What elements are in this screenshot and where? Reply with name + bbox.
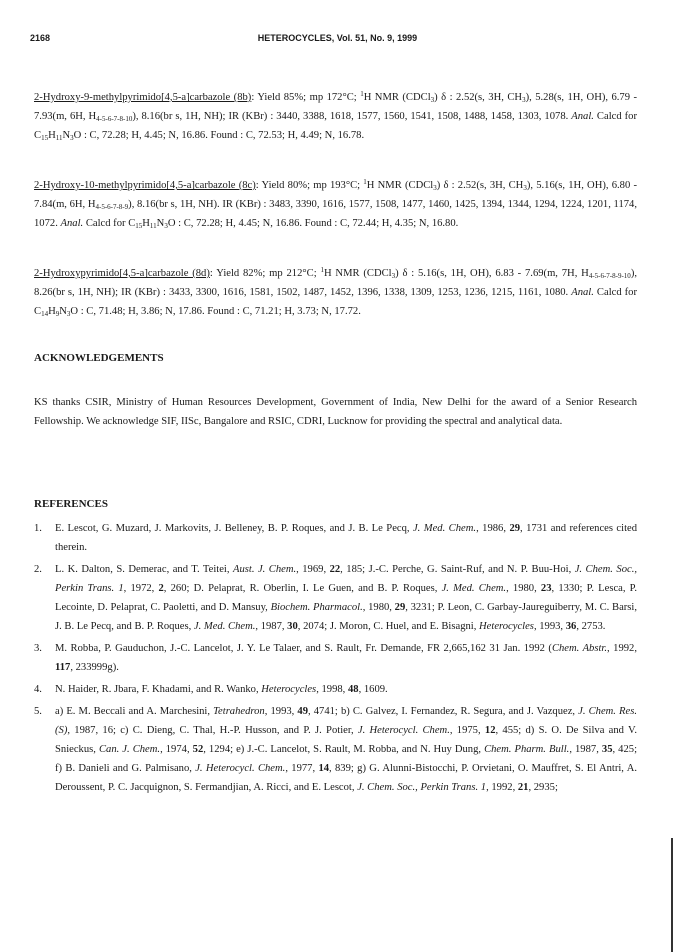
compound-8b-data: 2-Hydroxy-9-methylpyrimido[4,5-a]carbazole (8b): Yield 85%; mp 172°C; $^1$H NMR (CDCl$_3$) δ : 2.52(s, 3H, $CH_3$), 5.28(s, 1H, OH), 6.79 - 7.93(m, 6H, $H_{4-5-6-7-8-10}$), 8.16(br s, 1H, NH); IR (KBr) : 3440, 3388, 1618, 1577, 1560, 1541, 1508, 1488, 1458, 1303, 1078. Anal. Calcd for $C_{15}H_{11}N_3O$ : C, 72.28; H, 4.45; N, 16.86. Found : C, 72.53; H, 4.49; N, 16.78. <box>34 90 638 142</box>
ir-data: IR (KBr) : 3433, 3300, 1616, 1581, 1502, 1487, 1452, 1396, 1338, 1309, 1253, 1236, 1215, 1161, 1080. <box>121 287 569 298</box>
reference-text: 48 <box>347 684 359 695</box>
references-heading: REFERENCES <box>34 498 108 510</box>
reference-item <box>34 680 637 699</box>
reference-text: Heterocycles <box>479 621 534 632</box>
reference-text: 30 <box>287 621 298 632</box>
reference-text: 23 <box>540 583 552 594</box>
reference-text: 21 <box>517 782 529 793</box>
reference-text: , 1977, <box>285 763 319 774</box>
reference-text: J. Med. Chem. <box>441 583 507 594</box>
anal-label: Anal. <box>60 218 84 229</box>
reference-text: Aust. J. Chem. <box>232 564 297 575</box>
anal-values: : C, 72.28; H, 4.45; N, 16.86. Found : C, 72.44; H, 4.35; N, 16.80. <box>178 218 459 229</box>
compound-8c-data: 2-Hydroxy-10-methylpyrimido[4,5-a]carbazole (8c): Yield 80%; mp 193°C; $^1$H NMR (CDCl$_3$) δ : 2.52(s, 3H, $CH_3$), 5.16(s, 1H, OH), 6.80 - 7.84(m, 6H, $H_{4-5-6-7-8-9}$), 8.16(br s, 1H, NH). IR (KBr) : 3483, 3390, 1616, 1577, 1508, 1477, 1460, 1425, 1394, 1344, 1294, 1224, 1201, 1174, 1072. Anal. Calcd for $C_{15}H_{11}N_3O$ : C, 72.28; H, 4.45; N, 16.86. Found : C, 72.44; H, 4.35; N, 16.80. <box>34 178 637 230</box>
reference-number: 1. <box>34 523 42 534</box>
reference-text: J. Chem. Soc., Perkin Trans. 1 <box>357 782 487 793</box>
reference-text: , 1609. <box>358 684 388 695</box>
reference-text: 35 <box>601 744 613 755</box>
reference-text: , 1987, 16; c) C. Dieng, C. Thal, H.-P. Husson, and P. J. Potier, <box>67 725 358 736</box>
reference-item <box>34 560 637 636</box>
acknowledgements-heading: ACKNOWLEDGEMENTS <box>34 352 164 364</box>
reference-text: , 185; J.-C. Perche, G. Saint-Ruf, and N. P. Buu-Hoi, <box>340 564 575 575</box>
reference-text: , 1993, <box>264 706 298 717</box>
reference-text: , 1992, <box>607 643 637 654</box>
anal-values: : C, 72.28; H, 4.45; N, 16.86. Found : C, 72.53; H, 4.49; N, 16.78. <box>83 130 365 141</box>
reference-text: , 1987, <box>569 744 602 755</box>
reference-text: E. Lescot, G. Muzard, J. Markovits, J. Belleney, B. P. Roques, and J. B. Le Pecq, <box>55 523 413 534</box>
reference-text: Tetrahedron <box>213 706 265 717</box>
reference-text: 14 <box>318 763 330 774</box>
reference-item <box>34 519 637 557</box>
reference-text: , 4741; b) C. Galvez, I. Fernandez, R. Segura, and J. Vazquez, <box>308 706 579 717</box>
compound-name: 2-Hydroxy-10-methylpyrimido[4,5-a]carbazole (8c) <box>34 180 256 191</box>
reference-text: Can. J. Chem. <box>98 744 161 755</box>
reference-text: , 1993, <box>533 621 566 632</box>
reference-text: 12 <box>484 725 496 736</box>
reference-text: Heterocycles <box>261 684 317 695</box>
scan-edge-bar <box>671 838 673 952</box>
reference-text: J. Chem. Res.(S) <box>55 706 637 736</box>
reference-text: 49 <box>297 706 308 717</box>
reference-text: , 455; d) S. O. De Silva and V. Snieckus, <box>55 725 637 755</box>
nmr-superscript: 1 <box>360 90 364 98</box>
reference-text: , 1987, <box>255 621 288 632</box>
compound-yield: Yield 80%; mp 193°C; <box>261 180 361 191</box>
reference-text: , 1975, <box>449 725 485 736</box>
reference-text: J. Med. Chem. <box>193 621 256 632</box>
reference-text: , 3231; P. Leon, C. Garbay-Jaureguiberry, M. C. Barsi, J. B. Le Pecq, and B. P. Roques, <box>55 602 638 632</box>
reference-text: , 1330; P. Lesca, P. Lecointe, D. Pelaprat, C. Paoletti, and D. Mansuy, <box>55 583 638 613</box>
reference-text: 29 <box>394 602 406 613</box>
reference-text: , 1980, <box>506 583 541 594</box>
reference-text: , 260; D. Pelaprat, R. Oberlin, I. Le Guen, and B. P. Roques, <box>163 583 442 594</box>
reference-text: a) E. M. Beccali and A. Marchesini, <box>55 706 214 717</box>
anal-label: Anal. <box>571 287 594 298</box>
reference-text: , 2074; J. Moron, C. Huel, and E. Bisagni, <box>297 621 480 632</box>
nmr-superscript: 1 <box>363 178 367 186</box>
reference-text: , 1294; e) J.-C. Lancelot, S. Rault, M. Robba, and N. Huy Dung, <box>203 744 485 755</box>
compound-name: 2-Hydroxypyrimido[4,5-a]carbazole (8d) <box>34 268 210 279</box>
reference-number: 5. <box>34 706 42 717</box>
reference-text: , 2935; <box>528 782 558 793</box>
reference-text: , 1731 and references cited therein. <box>55 523 638 553</box>
reference-text: Biochem. Pharmacol. <box>270 602 363 613</box>
compound-yield: Yield 82%; mp 212°C; <box>216 268 317 279</box>
anal-values: : C, 71.48; H, 3.86; N, 17.86. Found : C, 71.21; H, 3.73; N, 17.72. <box>80 306 361 317</box>
running-header: HETEROCYCLES, Vol. 51, No. 9, 1999 <box>257 33 418 43</box>
page-number: 2168 <box>30 33 51 43</box>
acknowledgements-text: KS thanks CSIR, Ministry of Human Resources Development, Government of India, New Delhi for the award of a Senior Research Fellowship. We acknowledge SIF, IISc, Bangalore and RSIC, CDRI, Lucknow for providing the spectral and analytical data. <box>34 397 637 427</box>
reference-text: , 1969, <box>296 564 330 575</box>
reference-text: J. Heterocycl. Chem. <box>357 725 450 736</box>
reference-text: , 1980, <box>362 602 395 613</box>
reference-text: , 1998, <box>316 684 348 695</box>
reference-text: N. Haider, R. Jbara, F. Khadami, and R. Wanko, <box>55 684 262 695</box>
reference-text: , 425; f) B. Danieli and G. Palmisano, <box>55 744 638 774</box>
compound-8d-data: 2-Hydroxypyrimido[4,5-a]carbazole (8d): Yield 82%; mp 212°C; $^1$H NMR (CDCl$_3$) δ : 5.16(s, 1H, OH), 6.83 - 7.69(m, 7H, $H_{4-5-6-7-8-9-10}$), 8.26(br s, 1H, NH); IR (KBr) : 3433, 3300, 1616, 1581, 1502, 1487, 1452, 1396, 1338, 1309, 1253, 1236, 1215, 1161, 1080. Anal. Calcd for $C_{14}H_9N_3O$ : C, 71.48; H, 3.86; N, 17.86. Found : C, 71.21; H, 3.73; N, 17.72. <box>34 266 637 318</box>
compound-yield: Yield 85%; mp 172°C; <box>257 92 357 103</box>
reference-text: L. K. Dalton, S. Demerac, and T. Teitei, <box>55 564 233 575</box>
reference-item <box>34 639 637 677</box>
reference-text: 2 <box>158 583 164 594</box>
reference-text: Chem. Abstr. <box>551 643 608 654</box>
reference-text: 52 <box>192 744 204 755</box>
reference-number: 3. <box>34 643 42 654</box>
reference-text: , 839; g) G. Alunni-Bistocchi, P. Orvietani, O. Mauffret, S. El Antri, A. Deroussent, P. C. Jacquignon, S. Fermandjian, A. Ricci, and E. Lescot, <box>55 763 637 793</box>
reference-text: , 233999g). <box>70 662 119 673</box>
reference-text: 36 <box>565 621 577 632</box>
reference-text: , 1974, <box>160 744 193 755</box>
compound-name: 2-Hydroxy-9-methylpyrimido[4,5-a]carbazole (8b) <box>34 92 252 103</box>
reference-text: J. Heterocycl. Chem. <box>195 763 286 774</box>
reference-number: 4. <box>34 684 42 695</box>
reference-text: , 1972, <box>123 583 159 594</box>
reference-text: J. Med. Chem. <box>412 523 477 534</box>
reference-text: M. Robba, P. Gauduchon, J.-C. Lancelot, J. Y. Le Talaer, and S. Rault, Fr. Demande, FR 2,665,162 31 Jan. 1992 ( <box>55 643 552 654</box>
ir-data: IR (KBr) : 3440, 3388, 1618, 1577, 1560, 1541, 1508, 1488, 1458, 1303, 1078. <box>228 111 569 122</box>
reference-text: , 1992, <box>486 782 518 793</box>
ir-data: IR (KBr) : 3483, 3390, 1616, 1577, 1508, 1477, 1460, 1425, 1394, 1344, 1294, 1224, 1201, 1174, 1072. <box>34 199 637 229</box>
reference-text: J. Chem. Soc., Perkin Trans. 1 <box>55 564 637 594</box>
reference-text: 117 <box>55 662 71 673</box>
reference-item <box>34 702 637 797</box>
reference-text: Chem. Pharm. Bull. <box>484 744 570 755</box>
references-list <box>34 519 637 800</box>
reference-text: 29 <box>509 523 521 534</box>
reference-number: 2. <box>34 564 42 575</box>
reference-text: 22 <box>329 564 341 575</box>
reference-text: , 2753. <box>576 621 606 632</box>
anal-label: Anal. <box>571 111 594 122</box>
reference-text: , 1986, <box>476 523 510 534</box>
nmr-superscript: 1 <box>320 266 324 274</box>
